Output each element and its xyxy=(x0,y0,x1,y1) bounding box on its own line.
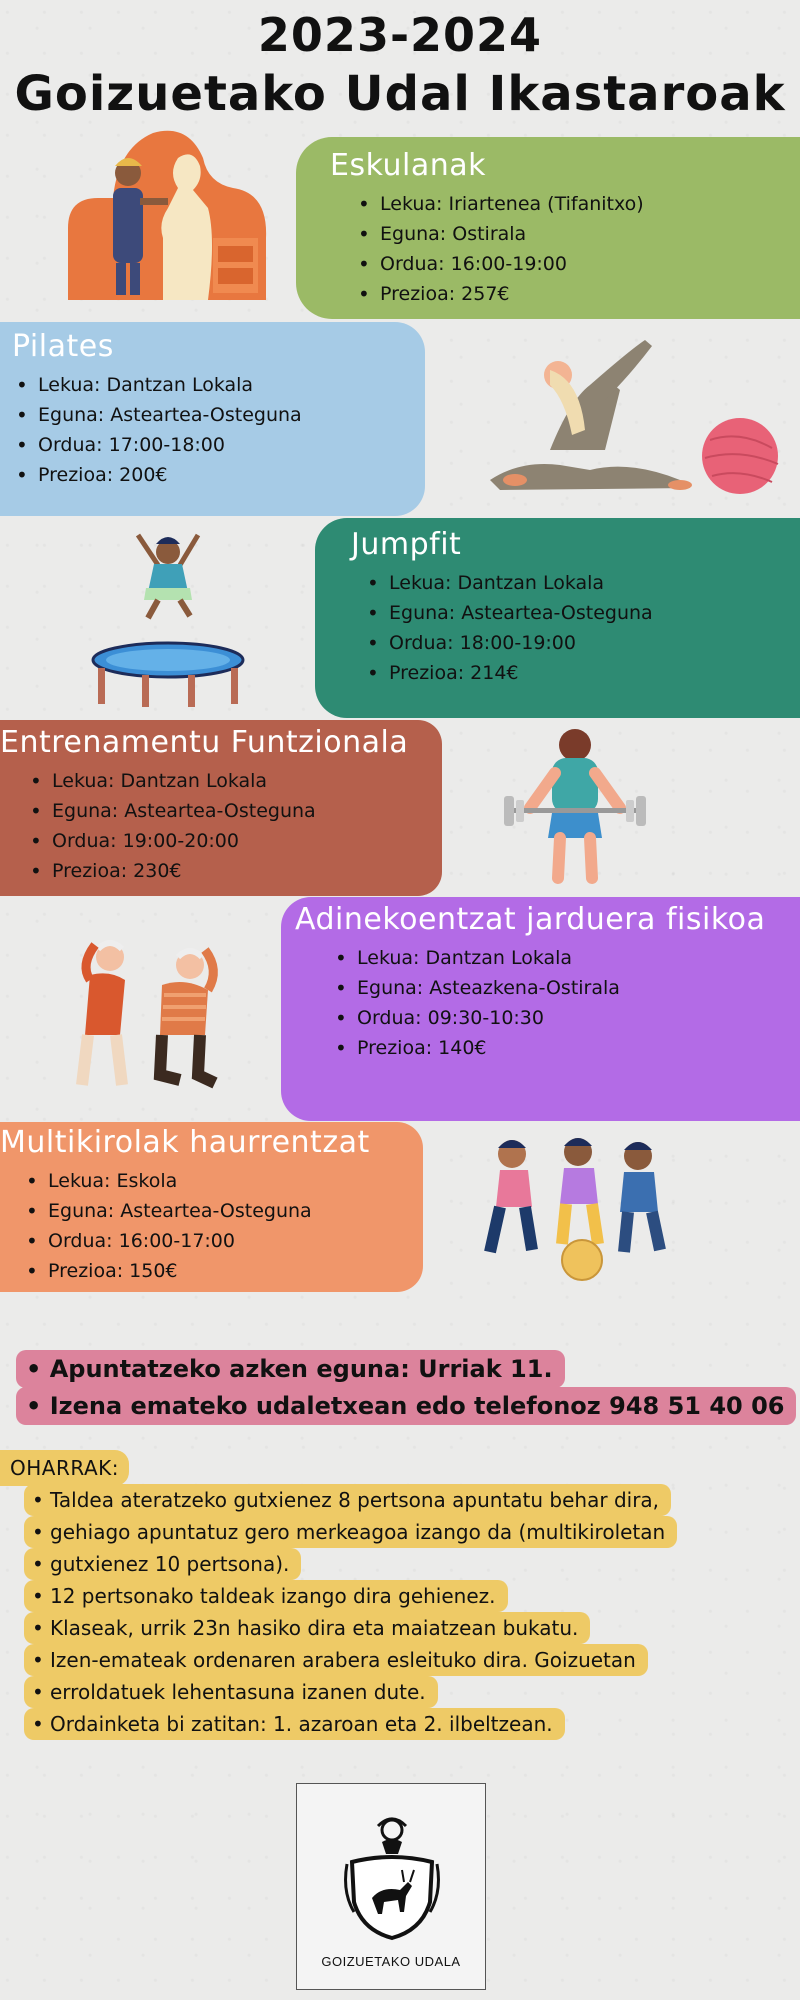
course-time: • Ordua: 18:00-19:00 xyxy=(389,628,800,658)
course-day: • Eguna: Ostirala xyxy=(380,219,800,249)
note-text: erroldatuek lehentasuna izanen dute. xyxy=(50,1680,426,1704)
trampoline-child-illustration xyxy=(88,530,248,710)
course-title: Entrenamentu Funtzionala xyxy=(0,725,409,760)
municipality-logo xyxy=(296,1783,486,1990)
course-title: Pilates xyxy=(12,329,114,364)
note-item-continuation xyxy=(24,1548,301,1580)
note-item: • Klaseak, urrik 23n hasiko dira eta maiatzean bukatu. xyxy=(24,1612,590,1644)
course-time: • Ordua: 09:30-10:30 xyxy=(357,1003,800,1033)
course-card-eskulanak xyxy=(296,137,800,319)
coat-of-arms-icon xyxy=(342,1812,442,1942)
notes-list xyxy=(24,1484,784,1740)
course-time: • Ordua: 16:00-17:00 xyxy=(48,1226,423,1256)
registration-banner: • Izena emateko udaletxean edo telefonoz 948 51 40 06 xyxy=(16,1387,796,1425)
course-card-jumpfit xyxy=(315,518,800,718)
course-location: • Lekua: Dantzan Lokala xyxy=(52,766,442,796)
course-location: • Lekua: Dantzan Lokala xyxy=(389,568,800,598)
course-time: • Ordua: 17:00-18:00 xyxy=(38,430,425,460)
course-card-entrenamentu-funtzionala xyxy=(0,720,442,896)
course-location: • Lekua: Dantzan Lokala xyxy=(38,370,425,400)
course-day: • Eguna: Asteartea-Osteguna xyxy=(48,1196,423,1226)
sculptor-illustration xyxy=(68,128,268,300)
note-text: gehiago apuntatuz gero merkeagoa izango da (multikiroletan xyxy=(50,1520,666,1544)
course-price: • Prezioa: 230€ xyxy=(52,856,442,886)
note-item-continuation xyxy=(24,1516,677,1548)
title-years: 2023-2024 xyxy=(257,8,543,62)
note-item: • Izen-emateak ordenaren arabera esleituko dira. Goizuetan xyxy=(24,1644,648,1676)
course-price: • Prezioa: 140€ xyxy=(357,1033,800,1063)
course-time: • Ordua: 16:00-19:00 xyxy=(380,249,800,279)
note-item: • Ordainketa bi zatitan: 1. azaroan eta 2. ilbeltzean. xyxy=(24,1708,565,1740)
course-day: • Eguna: Asteartea-Osteguna xyxy=(389,598,800,628)
weightlifter-illustration xyxy=(500,728,650,888)
note-text: gutxienez 10 pertsona). xyxy=(50,1552,290,1576)
deadline-banner: • Apuntatzeko azken eguna: Urriak 11. xyxy=(16,1350,565,1388)
yoga-woman-illustration xyxy=(480,330,785,500)
children-playing-ball-illustration xyxy=(470,1132,680,1282)
course-day: • Eguna: Asteartea-Osteguna xyxy=(52,796,442,826)
course-card-pilates xyxy=(0,322,425,516)
elderly-stretching-illustration xyxy=(50,935,230,1095)
course-title: Jumpfit xyxy=(351,527,462,562)
course-day: • Eguna: Asteazkena-Ostirala xyxy=(357,973,800,1003)
note-item: • Taldea ateratzeko gutxienez 8 pertsona apuntatu behar dira, xyxy=(24,1484,671,1516)
note-item-continuation xyxy=(24,1676,438,1708)
course-card-adinekoentzat xyxy=(281,897,800,1121)
page-title: Goizuetako Udal Ikastaroak xyxy=(14,66,786,122)
course-price: • Prezioa: 257€ xyxy=(380,279,800,309)
course-price: • Prezioa: 200€ xyxy=(38,460,425,490)
course-location: • Lekua: Eskola xyxy=(48,1166,423,1196)
course-title: Adinekoentzat jarduera fisikoa xyxy=(295,902,766,937)
notes-heading: OHARRAK: xyxy=(0,1450,129,1486)
course-price: • Prezioa: 150€ xyxy=(48,1256,423,1286)
note-item: • 12 pertsonako taldeak izango dira gehienez. xyxy=(24,1580,508,1612)
course-location: • Lekua: Iriartenea (Tifanitxo) xyxy=(380,189,800,219)
course-title: Multikirolak haurrentzat xyxy=(0,1125,370,1160)
course-time: • Ordua: 19:00-20:00 xyxy=(52,826,442,856)
logo-text: GOIZUETAKO UDALA xyxy=(321,1954,461,1969)
course-location: • Lekua: Dantzan Lokala xyxy=(357,943,800,973)
course-title: Eskulanak xyxy=(330,148,487,183)
course-card-multikirolak xyxy=(0,1122,423,1292)
course-price: • Prezioa: 214€ xyxy=(389,658,800,688)
course-day: • Eguna: Asteartea-Osteguna xyxy=(38,400,425,430)
